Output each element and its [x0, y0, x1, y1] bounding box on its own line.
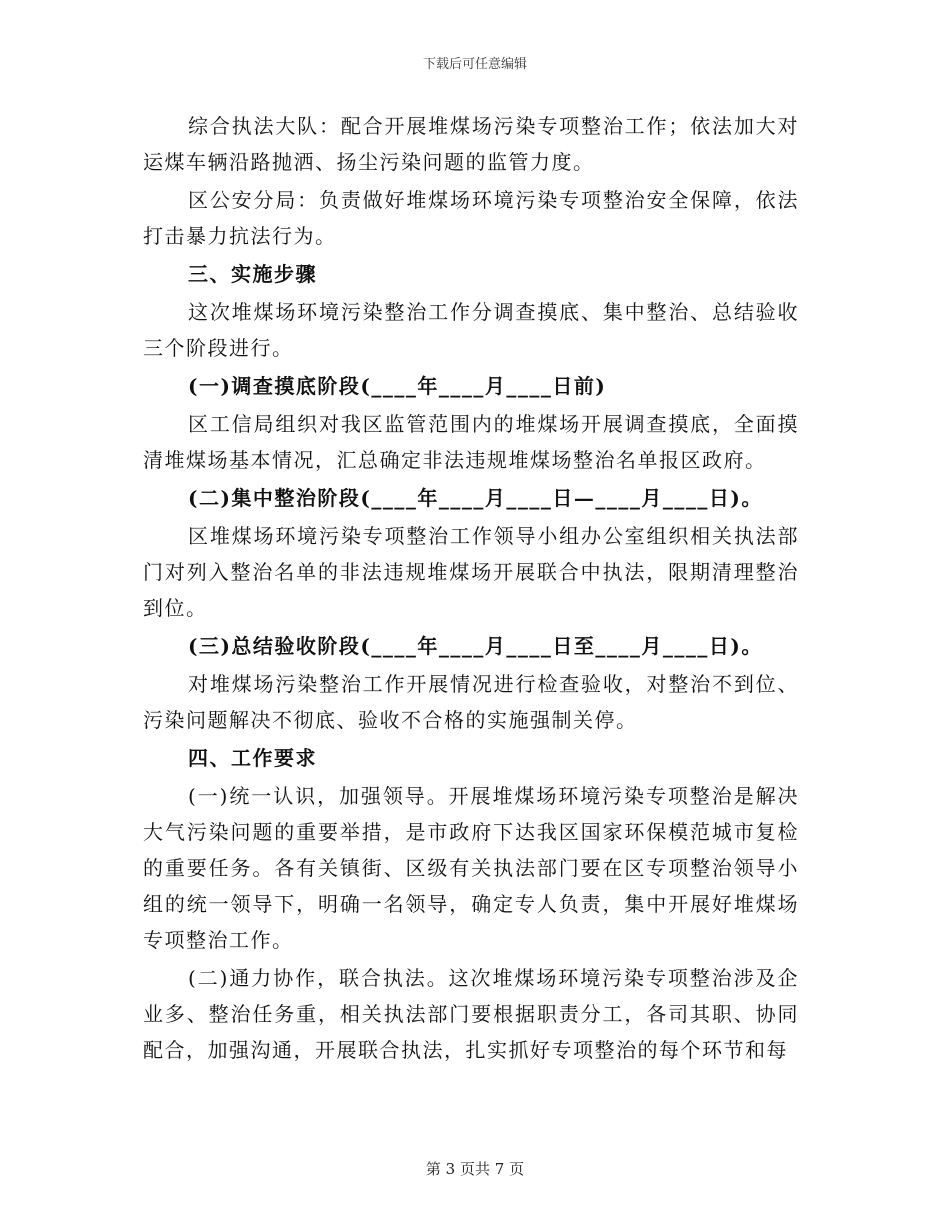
page-footer: 第 3 页共 7 页	[425, 1160, 525, 1178]
paragraph: 区堆煤场环境污染专项整治工作领导小组办公室组织相关执法部门对列入整治名单的非法违规堆煤场开展联合中执法，限期清理整治到位。	[143, 524, 799, 620]
paragraph: 综合执法大队：配合开展堆煤场污染专项整治工作；依法加大对运煤车辆沿路抛洒、扬尘污染问题的监管力度。	[143, 114, 799, 174]
paragraph: 这次堆煤场环境污染整治工作分调查摸底、集中整治、总结验收三个阶段进行。	[143, 300, 799, 360]
document-body	[143, 108, 799, 1068]
paragraph: 区公安分局：负责做好堆煤场环境污染专项整治安全保障，依法打击暴力抗法行为。	[143, 188, 799, 248]
section-heading: 三、实施步骤	[188, 262, 317, 286]
paragraph: (一)统一认识，加强领导。开展堆煤场环境污染专项整治是解决大气污染问题的重要举措，是市政府下达我区国家环保模范城市复检的重要任务。各有关镇街、区级有关执法部门要在区专项整治领导小组的统一领导下，明确一名领导，确定专人负责，集中开展好堆煤场专项整治工作。	[143, 784, 799, 952]
paragraph: 区工信局组织对我区监管范围内的堆煤场开展调查摸底，全面摸清堆煤场基本情况，汇总确定非法违规堆煤场整治名单报区政府。	[143, 412, 799, 472]
subsection-heading: (一)调查摸底阶段(____年____月____日前)	[188, 374, 607, 398]
subsection-heading: (三)总结验收阶段(____年____月____日至____月____日)。	[188, 634, 763, 658]
paragraph: 对堆煤场污染整治工作开展情况进行检查验收，对整治不到位、污染问题解决不彻底、验收不合格的实施强制关停。	[143, 672, 799, 732]
section-heading: 四、工作要求	[188, 746, 317, 770]
page-header: 下载后可任意编辑	[422, 57, 527, 72]
paragraph: (二)通力协作，联合执法。这次堆煤场环境污染专项整治涉及企业多、整治任务重，相关执法部门要根据职责分工，各司其职、协同配合，加强沟通，开展联合执法，扎实抓好专项整治的每个环节和每	[143, 966, 799, 1062]
subsection-heading: (二)集中整治阶段(____年____月____日—____月____日)。	[188, 486, 763, 510]
